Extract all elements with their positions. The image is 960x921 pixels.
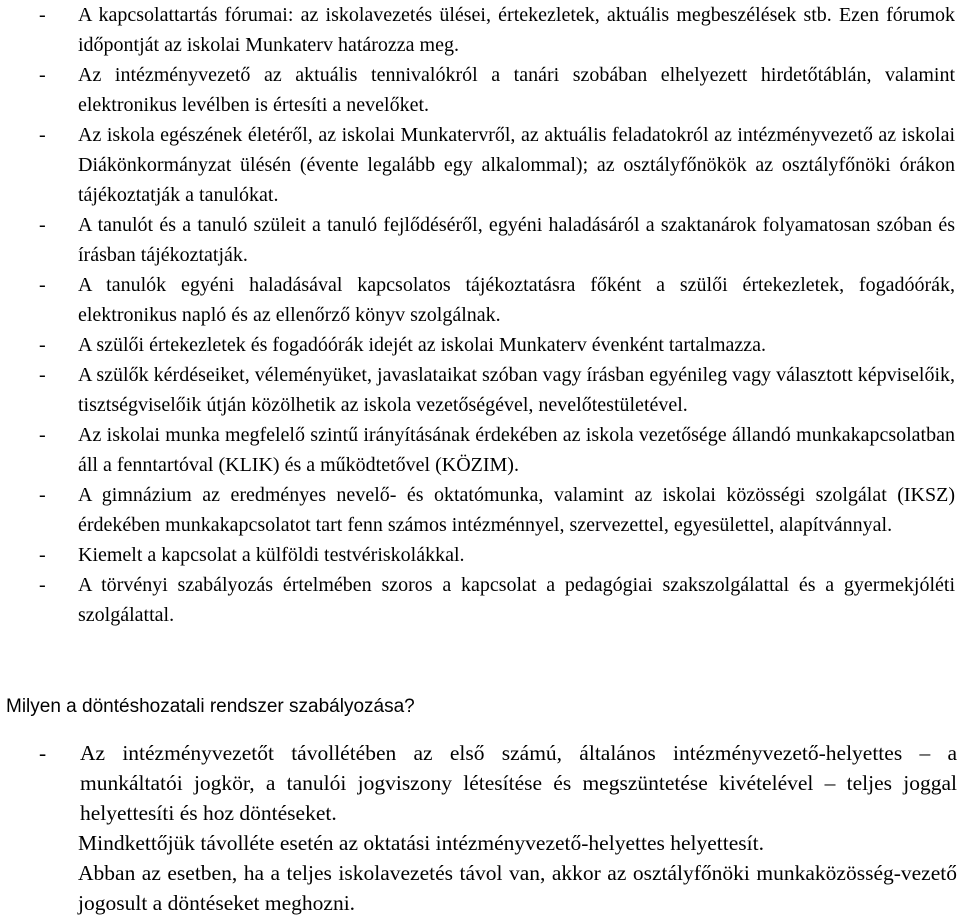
- list-item: [0, 0, 960, 60]
- list-item-text: A gimnázium az eredményes nevelő- és oktatómunka, valamint az iskolai közösségi szolgálat (IKSZ) érdekében munkakapcsolatot tart fenn számos intézménnyel, szervezettel, egyesülettel, alapítvánnyal.: [78, 484, 955, 536]
- list-bullet: -: [39, 124, 46, 146]
- list-item: [0, 120, 960, 210]
- list-bullet: -: [39, 424, 46, 446]
- list-bullet: -: [39, 214, 46, 236]
- decision-list: [0, 738, 960, 918]
- list-bullet: -: [39, 274, 46, 296]
- list-bullet: -: [39, 544, 46, 566]
- list-bullet: -: [39, 334, 46, 356]
- list-item: [0, 420, 960, 480]
- paragraph: Mindkettőjük távolléte esetén az oktatási intézményvezető-helyettes helyettesít.: [78, 831, 764, 855]
- list-item-text: Az iskolai munka megfelelő szintű irányításának érdekében az iskola vezetősége állandó munkakapcsolatban áll a fenntartóval (KLIK) és a működtetővel (KÖZIM).: [78, 424, 955, 476]
- list-item: [0, 738, 960, 828]
- list-item-text: Kiemelt a kapcsolat a külföldi testvériskolákkal.: [78, 544, 465, 566]
- list-item-text: A szülők kérdéseiket, véleményüket, javaslataikat szóban vagy írásban egyénileg vagy választott képviselőik, tisztségviselőik útján közölhetik az iskola vezetőségével, nevelőtestületével.: [78, 364, 955, 416]
- list-bullet: -: [39, 574, 46, 596]
- list-item: [0, 540, 960, 570]
- section-heading: Milyen a döntéshozatali rendszer szabályozása?: [6, 696, 415, 717]
- list-item: [0, 330, 960, 360]
- list-item: [0, 570, 960, 630]
- list-bullet: -: [39, 364, 46, 386]
- list-bullet: -: [39, 484, 46, 506]
- list-item: [0, 210, 960, 270]
- list-bullet: -: [39, 741, 47, 765]
- list-item-text: A kapcsolattartás fórumai: az iskolavezetés ülései, értekezletek, aktuális megbeszélések stb. Ezen fórumok időpontját az iskolai Munkaterv határozza meg.: [78, 4, 955, 56]
- list-item-text: A tanulók egyéni haladásával kapcsolatos tájékoztatásra főként a szülői értekezletek, fogadóórák, elektronikus napló és az ellenőrző könyv szolgálnak.: [78, 274, 955, 326]
- list-item-text: Az intézményvezető az aktuális tennivalókról a tanári szobában elhelyezett hirdetőtáblán, valamint elektronikus levélben is értesíti a nevelőket.: [78, 64, 955, 116]
- list-bullet: -: [39, 64, 46, 86]
- paragraph: Abban az esetben, ha a teljes iskolavezetés távol van, akkor az osztályfőnöki munkaközösség-vezető jogosult a döntéseket meghozni.: [78, 861, 957, 915]
- list-bullet: -: [39, 4, 46, 26]
- list-item-text: A szülői értekezletek és fogadóórák idejét az iskolai Munkaterv évenként tartalmazza.: [78, 334, 767, 356]
- list-item-text: Az iskola egészének életéről, az iskolai Munkatervről, az aktuális feladatokról az intézményvezető az iskolai Diákönkormányzat ülésén (évente legalább egy alkalommal); az osztályfőnökök az osztályfőnöki órákon tájékoztatják a tanulókat.: [78, 124, 955, 206]
- list-item-text: A törvényi szabályozás értelmében szoros a kapcsolat a pedagógiai szakszolgálattal és a gyermekjóléti szolgálattal.: [78, 574, 955, 626]
- list-item: [0, 60, 960, 120]
- list-item: [0, 270, 960, 330]
- list-item-text: A tanulót és a tanuló szüleit a tanuló fejlődéséről, egyéni haladásáról a szaktanárok folyamatosan szóban és írásban tájékoztatják.: [78, 214, 955, 266]
- list-item-text: Az intézményvezetőt távollétében az első számú, általános intézményvezető-helyettes – a munkáltatói jogkör, a tanulói jogviszony létesítése és megszüntetése kivételével – teljes joggal helyettesíti és hoz döntéseket.: [80, 741, 957, 825]
- list-item: [0, 480, 960, 540]
- list-item: [0, 360, 960, 420]
